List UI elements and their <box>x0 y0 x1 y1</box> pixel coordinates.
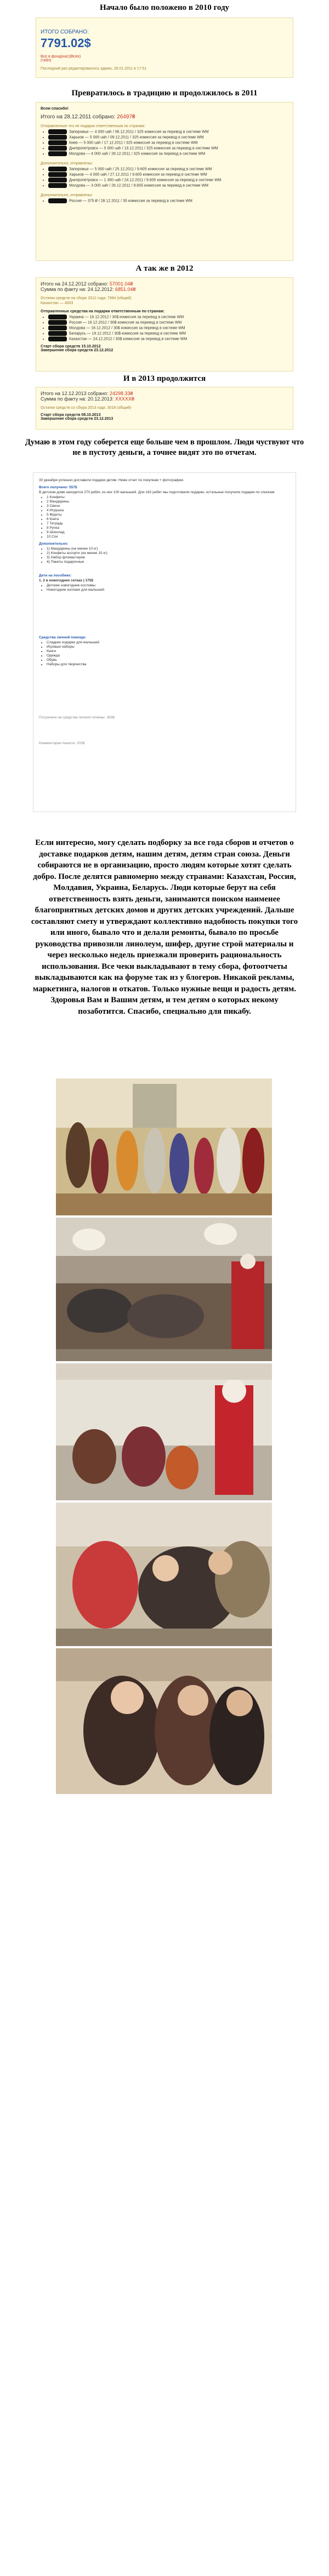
remaining-line: Остатки средств со сбора 2013 года: 3018 (общий) <box>41 406 132 410</box>
thanks-text: Всем спасибо! <box>41 107 69 111</box>
list-item: • 3 Свеча <box>47 504 290 508</box>
extra-item: • Запорожье — 5 000 uah / 25.12.2011 / 9.605 комиссия за перевод в системе WM <box>48 167 288 172</box>
sent-item: • Беларусь — 19.12.2012 / 30$ комиссия за перевод в системе WM <box>48 331 288 336</box>
list-item: • Обувь <box>47 658 290 662</box>
remaining-line: Остатки средств на сборе 2012 года: 7994 (общий) <box>41 296 132 300</box>
section-heading: Средства личной помощи: <box>39 636 87 639</box>
start-line: Старт сбора средств 15.10.2012 <box>41 345 101 349</box>
collection-screenshot-2011 <box>36 102 293 261</box>
list-item: • 4) Пакеты подарочные <box>47 560 290 564</box>
start-line: Старт сбора средств 08.10.2013 <box>41 413 101 417</box>
list-item: • 2 Мандарины <box>47 500 290 504</box>
section-heading: Дети на пособиях: <box>39 574 72 578</box>
photo-children-santa <box>56 1363 272 1500</box>
total-value: 7791.02$ <box>41 36 91 50</box>
sent-item: • Киев — 5 000 uah / 17.12.2011 / 325 комиссия за перевод в системе WM <box>48 140 288 145</box>
list-item: • 2) Конфеты ассорти (не менее 15 кг) <box>47 551 290 555</box>
total-row: Итого на 24.12.2012 собрано: 57001.04₴ <box>41 281 133 287</box>
total-value: 26497₴ <box>117 114 135 120</box>
report-desc: В детском доме находятся 270 ребят, из них 100 малышей. Для 162 ребят мы подготовили подарки, остальные получили подарки по спискам. <box>39 490 275 494</box>
end-line: Завершение сбора средств 23.12.2012 <box>41 349 114 352</box>
report-footer-2: Комментарии пишите: 203$ <box>39 741 85 745</box>
sent-item: • Молдова — 18.12.2012 / 30$ комиссия за перевод в системе WM <box>48 325 288 330</box>
small-note: Все в фонд(нас)(Всех) <box>41 55 81 59</box>
list-item: • 10 Сок <box>47 535 290 539</box>
main-text: Если интересно, могу сделать подборку за все года сборов и отчетов о доставке подарков детям, нашим детям, детям стран союза. Деньги собираются не в организацию, просто людям которые хотят сделать добро. После делятся равномерно между странами: Казахстан, Россия, Молдавия, Украина, Беларусь. Люди которые берут на себя ответственность взять деньги, занимаются поиском наименее благоприятных детских домов и других детских учреждений. Дальше составляют смету и утверждают коллективно надобность покупки того или иного, бывало что и делали ремонты, бывало по просьбе руководства привозили линолеум, шифер, другие строй материалы и через несколько недель приезжали проверить рациональность использования. Все чеки выкладывают в тему сбора, фотоотчеты выкладываются как на форуме так из у блогеров. Никакой рекламы, маркетинга, налогов и откатов. Только нужные вещи и радость детям. Здоровья Вам и Вашим детям, и тем детям о которых некому позаботится. Спасибо, специально для пикабу. <box>31 838 298 1016</box>
section-list <box>47 584 290 592</box>
extra-label-2: Дополнительно, отправлены: <box>41 193 93 197</box>
sent-item: • Молдова — 4 000 uah / 28.12.2011 / 325 комиссия за перевод в системе WM <box>48 151 288 156</box>
sent-item: • Россия — 16.12.2012 / 30$ комиссия за перевод в системе WM <box>48 320 288 325</box>
photo-group-toys <box>56 1503 272 1646</box>
sent-item: • Запорожье — 4 000 uah / 06.12.2011 / 325 комиссия за перевод в системе WM <box>48 129 288 134</box>
sent-item: • Харьков — 5 000 uah / 09.12.2011 / 325 комиссия за перевод в системе WM <box>48 135 288 140</box>
list-item: • Игровые наборы <box>47 645 290 649</box>
sent-item: • Днепропетровск — 5 000 uah / 19.12.2011 / 325 комиссия за перевод в системе WM <box>48 146 288 151</box>
forum-report-screenshot <box>33 472 296 812</box>
extra-label: Дополнительно, отправлены: <box>41 162 93 165</box>
heading-2012: А так же в 2012 <box>135 264 194 273</box>
sent-label: Отправленные средства на подарки ответственным по странам: <box>41 310 165 313</box>
collection-screenshot-2013 <box>36 387 293 430</box>
list-item: • 8 Ручка <box>47 526 290 530</box>
section-list <box>47 641 290 666</box>
photo-hall-santa <box>56 1218 272 1361</box>
list-item: • Детские новогодние костюмы <box>47 584 290 587</box>
list-item: • 7 Тетрадь <box>47 522 290 526</box>
report-footer-1: Потрачено на средства личной гигиены: 263$ <box>39 716 115 719</box>
list-item: • Наборы для творчества <box>47 662 290 666</box>
sent-label: Отправленные что не подарки ответственным по странам: <box>41 124 145 128</box>
heading-2011: Превратилось в традицию и продолжилось в 2011 <box>71 89 258 98</box>
photo-children-costumes <box>56 1078 272 1215</box>
extra-item: • Днепропетровск — 1 300 uah / 24.12.2011 / 9.605 комиссия за перевод в системе WM <box>48 178 288 182</box>
sent-list <box>48 315 288 341</box>
extra-list-2 <box>48 198 288 203</box>
list-item: • 1) Мандарины (не менее 10 кг) <box>47 547 290 551</box>
collection-screenshot-2010 <box>36 18 293 78</box>
sent-item: • Украина — 16.12.2012 / 30$ комиссия за перевод в системе WM <box>48 315 288 319</box>
total-row <box>41 114 288 120</box>
list-item: • Новогодние колпаки для малышей <box>47 588 290 592</box>
extra-item: • Молдова — 3 000 uah / 26.12.2011 / 9.605 комиссия за перевод в системе WM <box>48 183 288 188</box>
list-item: • Книги <box>47 649 290 653</box>
list-item: • Сладкие подарки для малышей <box>47 641 290 644</box>
list-item: • 6 Книга <box>47 517 290 521</box>
list-item: • 4 Игрушка <box>47 509 290 512</box>
list-item: • 1 Конфеты <box>47 495 290 499</box>
fact-row: Сумма по факту на: 24.12.2012: 6851.04₴ <box>41 287 136 292</box>
total-row: Итого на 12.12.2013 собрано: 24298.33₴ <box>41 391 133 396</box>
kazakhstan-line: Казахстан — 4003 <box>41 301 73 305</box>
fact-row: Сумма по факту на: 20.12.2013: XXXXX₴ <box>41 396 134 402</box>
list-item: • 9 Шоколад <box>47 530 290 534</box>
list-item: • 3) Набор фломастеров <box>47 556 290 559</box>
edit-footer: Последний раз редактировалось админ, 28.01.2011 в 17:51 <box>41 67 147 71</box>
report-intro: 30 декабря успешно доставили подарки детям. Ниже отчет по покупкам + фотографии. <box>39 478 184 482</box>
list-item: • 5 Фрукты <box>47 513 290 517</box>
report-items <box>47 495 290 539</box>
heading-2013: И в 2013 продолжится <box>123 374 206 383</box>
sent-item: • Казахстан — 24.12.2012 / 30$ комиссия за перевод в системе WM <box>48 336 288 341</box>
total-label: Итого на 28.12.2011 собрано: <box>41 114 116 120</box>
extra-list <box>48 167 288 188</box>
sent-list <box>48 129 288 156</box>
intro-text: Думаю в этом году соберется еще больше чем в прошлом. Люди чуствуют что не в пустоту деньги, а точнее видят это по отчетам. <box>25 438 304 457</box>
photo-group-girls <box>56 1648 272 1794</box>
section-list <box>47 547 290 564</box>
extra-item: • Харьков — 4 000 uah / 27.12.2011 / 9.605 комиссия за перевод в системе WM <box>48 172 288 177</box>
section-heading: Дополнительно: <box>39 542 69 546</box>
collection-screenshot-2012 <box>36 277 293 372</box>
extra-item: • Россия — 375 ₽ / 28.12.2011 / 35 комиссия за перевод в системе WM <box>48 198 288 203</box>
total-label: ИТОГО СОБРАНО: <box>41 29 89 35</box>
report-total: Всего получено: 557$ <box>39 486 77 489</box>
list-item: • Одежда <box>47 654 290 658</box>
section-sub: 1. 2 в новогодних сетках | 175$ <box>39 579 93 582</box>
heading-2010: Начало было положено в 2010 году <box>99 3 230 12</box>
end-line: Завершение сбора средств 23.12.2013 <box>41 417 114 421</box>
small-note-2: (табл) <box>41 59 52 62</box>
